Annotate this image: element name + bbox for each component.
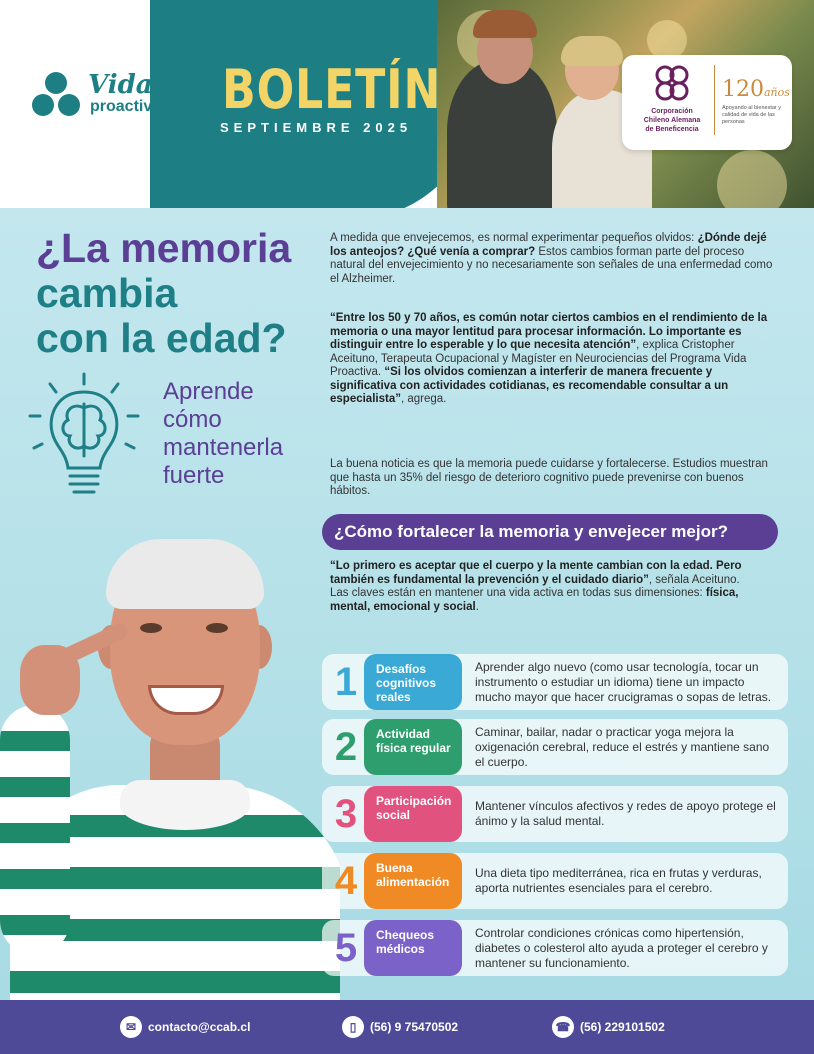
brain-lightbulb-icon xyxy=(28,372,140,502)
logo-proactiva-text: proactiva xyxy=(90,98,162,115)
footer-phone[interactable]: ☎ (56) 229101502 xyxy=(552,1016,665,1038)
mail-icon: ✉ xyxy=(120,1016,142,1038)
tip-number: 5 xyxy=(334,926,358,970)
tip-item xyxy=(322,786,788,842)
partner-name: Corporación Chileno Alemana de Beneficencia xyxy=(643,108,701,133)
tip-label: Buena alimentación xyxy=(364,853,462,909)
partner-logo-box xyxy=(622,55,792,150)
intro-paragraph-3: La buena noticia es que la memoria puede cuidarse y fortalecerse. Estudios muestran que hasta un 35% del riesgo de deterioro cognitivo puede prevenirse con buenos hábitos. xyxy=(330,458,768,497)
tip-number: 4 xyxy=(334,859,358,903)
tip-item xyxy=(322,853,788,909)
smiling-man-photo xyxy=(0,535,340,1000)
tip-item xyxy=(322,719,788,775)
tip-item xyxy=(322,654,788,710)
tip-description: Caminar, bailar, nadar o practicar yoga mejora la oxigenación cerebral, reduce el estrés y mantiene sano el cuerpo. xyxy=(475,724,770,769)
page-subtitle: Aprende cómo mantenerla fuerte xyxy=(163,378,284,489)
phone-icon: ☎ xyxy=(552,1016,574,1038)
tip-label: Chequeos médicos xyxy=(364,920,462,976)
tip-number: 1 xyxy=(334,660,358,704)
vida-proactiva-logo xyxy=(30,70,180,120)
tip-description: Una dieta tipo mediterránea, rica en frutas y verduras, aporta nutrientes esenciales para el cerebro. xyxy=(475,866,762,895)
logo-dots-icon xyxy=(30,70,84,118)
tip-label: Actividad física regular xyxy=(364,719,462,775)
section-heading: ¿Cómo fortalecer la memoria y envejecer mejor? xyxy=(322,514,778,550)
tip-number: 3 xyxy=(334,792,358,836)
tip-label: Participación social xyxy=(364,786,462,842)
anniversary-mark: 120años xyxy=(722,77,790,102)
page-title: ¿La memoria cambia con la edad? xyxy=(36,225,292,361)
ccab-emblem-icon xyxy=(652,63,692,105)
tip-label: Desafíos cognitivos reales xyxy=(364,654,462,710)
anniversary-subtitle: Apoyando al bienestar y calidad de vida de las personas xyxy=(722,105,782,125)
header xyxy=(0,0,814,208)
footer-mobile[interactable]: ▯ (56) 9 75470502 xyxy=(342,1016,458,1038)
section-quote: “Lo primero es aceptar que el cuerpo y la mente cambian con la edad. Pero también es fundamental la prevención y el cuidado diario”, señala Aceituno. Las claves están en mantener una vida activa en todas sus dimensiones: física, mental, emocional y social. xyxy=(330,560,742,613)
tip-item xyxy=(322,920,788,976)
intro-paragraph-2: “Entre los 50 y 70 años, es común notar ciertos cambios en el rendimiento de la memoria o una mayor lentitud para procesar información. Lo importante es distinguir entre lo esperable y lo que necesita atención”, explica Cristopher Aceituno, Terapeuta Ocupacional y Magíster en Neurociencias del Programa Vida Proactiva. “Si los olvidos comienzan a interferir de manera frecuente y significativa con actividades cotidianas, es recomendable consultar a un especialista”, agrega. xyxy=(330,312,768,405)
footer-email[interactable]: ✉ contacto@ccab.cl xyxy=(120,1016,250,1038)
bulletin-date: SEPTIEMBRE 2025 xyxy=(220,120,413,135)
bulletin-title: BOLETÍN xyxy=(222,58,442,121)
tip-description: Aprender algo nuevo (como usar tecnología, tocar un instrumento o estudiar un idioma) tiene un impacto mucho mayor que hacer crucigramas o sopas de letras. xyxy=(475,659,772,704)
tip-number: 2 xyxy=(334,725,358,769)
logo-vida-text: Vida xyxy=(88,70,153,100)
footer-bar xyxy=(0,1000,814,1054)
tip-description: Mantener vínculos afectivos y redes de apoyo protege el ánimo y la salud mental. xyxy=(475,799,776,828)
tip-description: Controlar condiciones crónicas como hipertensión, diabetes o colesterol alto ayuda a proteger el cerebro y mantener su funcionamiento. xyxy=(475,925,768,970)
mobile-icon: ▯ xyxy=(342,1016,364,1038)
intro-paragraph-1: A medida que envejecemos, es normal experimentar pequeños olvidos: ¿Dónde dejé los anteojos? ¿Qué venía a comprar? Estos cambios forman parte del proceso natural del envejecimiento y no necesariamente son señales de una enfermedad como el Alzheimer. xyxy=(330,232,773,285)
